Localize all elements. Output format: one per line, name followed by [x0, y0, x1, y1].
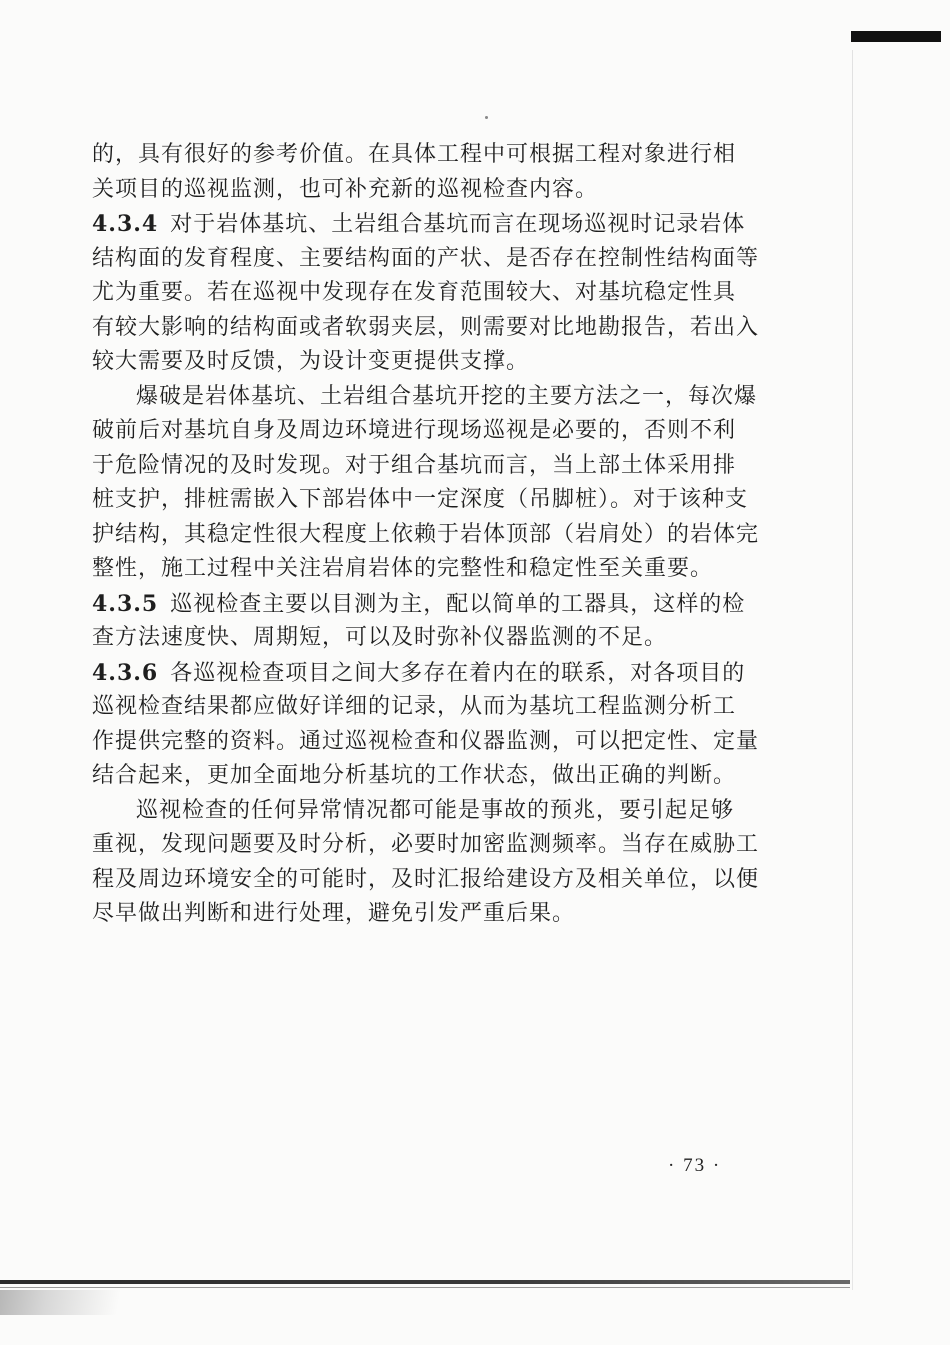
body-text — [92, 138, 760, 932]
text-line: 结合起来，更加全面地分析基坑的工作状态，做出正确的判断。 — [92, 763, 737, 788]
paragraph — [92, 207, 760, 380]
scan-smudge — [0, 1290, 130, 1315]
text-line: 的，具有很好的参考价值。在具体工程中可根据工程对象进行相 — [92, 142, 737, 167]
text-line — [92, 656, 746, 691]
text-span: 巡视检查主要以目测为主，配以简单的工器具，这样的检 — [170, 591, 746, 617]
paragraph — [92, 656, 760, 794]
text-line: 查方法速度快、周期短，可以及时弥补仪器监测的不足。 — [92, 625, 668, 650]
text-line: 尤为重要。若在巡视中发现存在发育范围较大、对基坑稳定性具 — [92, 280, 737, 305]
text-line: 巡视检查的任何异常情况都可能是事故的预兆，要引起足够 — [136, 797, 735, 823]
bottom-edge-rule — [0, 1280, 850, 1284]
page-number: · 73 · — [668, 1155, 722, 1176]
text-line: 较大需要及时反馈，为设计变更提供支撑。 — [92, 349, 530, 374]
text-line: 爆破是岩体基坑、土岩组合基坑开挖的主要方法之一，每次爆 — [136, 383, 758, 409]
section-number: 4.3.6 — [92, 659, 159, 686]
text-line — [92, 587, 746, 622]
text-line: 作提供完整的资料。通过巡视检查和仪器监测，可以把定性、定量 — [92, 728, 760, 754]
paragraph — [92, 587, 746, 656]
text-line — [92, 207, 746, 242]
text-line: 有较大影响的结构面或者软弱夹层，则需要对比地勘报告，若出入 — [92, 314, 760, 340]
section-number: 4.3.5 — [92, 590, 159, 617]
text-span: 各巡视检查项目之间大多存在着内在的联系，对各项目的 — [170, 660, 746, 686]
text-line: 程及周边环境安全的可能时，及时汇报给建设方及相关单位，以便 — [92, 866, 760, 892]
text-line: 护结构，其稳定性很大程度上依赖于岩体顶部（岩肩处）的岩体完 — [92, 521, 760, 547]
text-line: 关项目的巡视监测，也可补充新的巡视检查内容。 — [92, 176, 599, 202]
bottom-edge-rule-thin — [0, 1287, 850, 1288]
paragraph — [92, 794, 760, 932]
scan-speck — [485, 116, 488, 119]
page-edge-line — [852, 50, 853, 1290]
section-number: 4.3.4 — [92, 211, 159, 237]
top-edge-bar — [851, 31, 941, 42]
text-line: 尽早做出判断和进行处理，避免引发严重后果。 — [92, 901, 576, 926]
text-line: 重视，发现问题要及时分析，必要时加密监测频率。当存在威胁工 — [92, 832, 760, 857]
text-line: 整性，施工过程中关注岩肩岩体的完整性和稳定性至关重要。 — [92, 556, 714, 581]
text-line: 于危险情况的及时发现。对于组合基坑而言，当上部土体采用排 — [92, 452, 737, 478]
text-span: 对于岩体基坑、土岩组合基坑而言在现场巡视时记录岩体 — [170, 212, 746, 237]
text-line: 破前后对基坑自身及周边环境进行现场巡视是必要的，否则不利 — [92, 418, 737, 443]
paragraph — [92, 380, 760, 587]
text-line: 巡视检查结果都应做好详细的记录，从而为基坑工程监测分析工 — [92, 694, 737, 719]
text-line: 桩支护，排桩需嵌入下部岩体中一定深度（吊脚桩）。对于该种支 — [92, 487, 749, 512]
paragraph — [92, 138, 742, 207]
text-line: 结构面的发育程度、主要结构面的产状、是否存在控制性结构面等 — [92, 245, 760, 271]
